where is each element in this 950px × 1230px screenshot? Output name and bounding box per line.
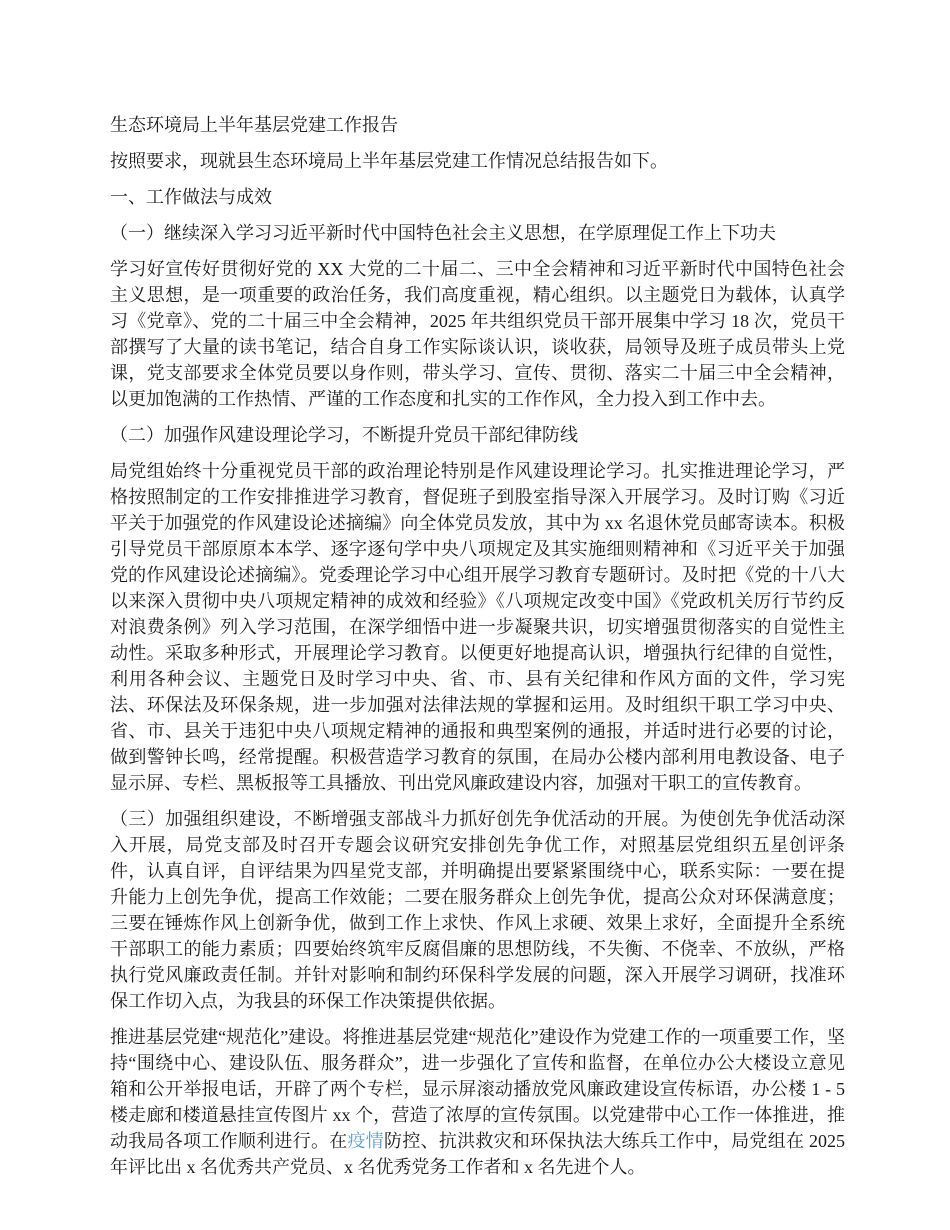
epidemic-keyword-link[interactable]: 疫情 xyxy=(347,1131,385,1151)
closing-paragraph xyxy=(110,1024,845,1180)
closing-text-after-link: 防控、抗洪救灾和环保执法大练兵工作中，局党组在 2025 年评比出 x 名优秀共产党员、x 名优秀党务工作者和 x 名先进个人。 xyxy=(110,1131,846,1177)
subsection-3-paragraph: （三）加强组织建设，不断增强支部战斗力抓好创先争优活动的开展。为使创先争优活动深入开展，局党支部及时召开专题会议研究安排创先争优工作，对照基层党组织五星创评条件，认真自评，自评结果为四星党支部，并明确提出要紧紧围绕中心，联系实际：一要在提升能力上创先争优，提高工作效能；二要在服务群众上创先争优，提高公众对环保满意度；三要在锤炼作风上创新争优，做到工作上求快、作风上求硬、效果上求好，全面提升全系统干部职工的能力素质；四要始终筑牢反腐倡廉的思想防线，不失衡、不侥幸、不放纵，严格执行党风廉政责任制。并针对影响和制约环保科学发展的问题，深入开展学习调研，找准环保工作切入点，为我县的环保工作决策提供依据。 xyxy=(110,809,845,1011)
intro-paragraph: 按照要求，现就县生态环境局上半年基层党建工作情况总结报告如下。 xyxy=(110,151,668,171)
subsection-2-body: 局党组始终十分重视党员干部的政治理论特别是作风建设理论学习。扎实推进理论学习，严格按照制定的工作安排推进学习教育，督促班子到股室指导深入开展学习。及时订购《习近平关于加强党的作风建设论述摘编》向全体党员发放，其中为 xx 名退休党员邮寄读本。积极引导党员干部原原本本学、逐字逐句学中央八项规定及其实施细则精神和《习近平关于加强党的作风建设论述摘编》。党委理论学习中心组开展学习教育专题研讨。及时把《党的十八大以来深入贯彻中央八项规定精神的成效和经验》《八项规定改变中国》《党政机关厉行节约反对浪费条例》列入学习范围，在深学细悟中进一步凝聚共识，切实增强贯彻落实的自觉性主动性。采取多种形式，开展理论学习教育。以便更好地提高认识，增强执行纪律的自觉性，利用各种会议、主题党日及时学习中央、省、市、县有关纪律和作风方面的文件，学习宪法、环保法及环保条规，进一步加强对法律法规的掌握和运用。及时组织干职工学习中央、省、市、县关于违犯中央八项规定精神的通报和典型案例的通报，并适时进行必要的讨论，做到警钟长鸣，经常提醒。积极营造学习教育的氛围，在局办公楼内部利用电教设备、电子显示屏、专栏、黑板报等工具播放、刊出党风廉政建设内容，加强对干职工的宣传教育。 xyxy=(110,461,845,793)
subsection-2-heading: （二）加强作风建设理论学习，不断提升党员干部纪律防线 xyxy=(110,425,578,445)
subsection-1-heading: （一）继续深入学习习近平新时代中国特色社会主义思想，在学原理促工作上下功夫 xyxy=(110,223,776,243)
closing-text-before-link: 推进基层党建“规范化”建设。将推进基层党建“规范化”建设作为党建工作的一项重要工作，坚持“围绕中心、建设队伍、服务群众”，进一步强化了宣传和监督，在单位办公大楼设立意见箱和公开举报电话，开辟了两个专栏，显示屏滚动播放党风廉政建设宣传标语，办公楼 1 - 5 楼走廊和楼道悬挂宣传图片 xx 个，营造了浓厚的宣传氛围。以党建带中心工作一体推进，推动我局各项工作顺利进行。在 xyxy=(110,1027,845,1151)
section-1-heading: 一、工作做法与成效 xyxy=(110,187,272,207)
subsection-1-body: 学习好宣传好贯彻好党的 XX 大党的二十届二、三中全会精神和习近平新时代中国特色社会主义思想，是一项重要的政治任务，我们高度重视，精心组织。以主题党日为载体，认真学习《党章》、党的二十届三中全会精神，2025 年共组织党员干部开展集中学习 18 次，党员干部撰写了大量的读书笔记，结合自身工作实际谈认识，谈收获，局领导及班子成员带头上党课，党支部要求全体党员要以身作则，带头学习、宣传、贯彻、落实二十届三中全会精神，以更加饱满的工作热情、严谨的工作态度和扎实的工作作风，全力投入到工作中去。 xyxy=(110,259,845,409)
document-title: 生态环境局上半年基层党建工作报告 xyxy=(110,115,398,135)
